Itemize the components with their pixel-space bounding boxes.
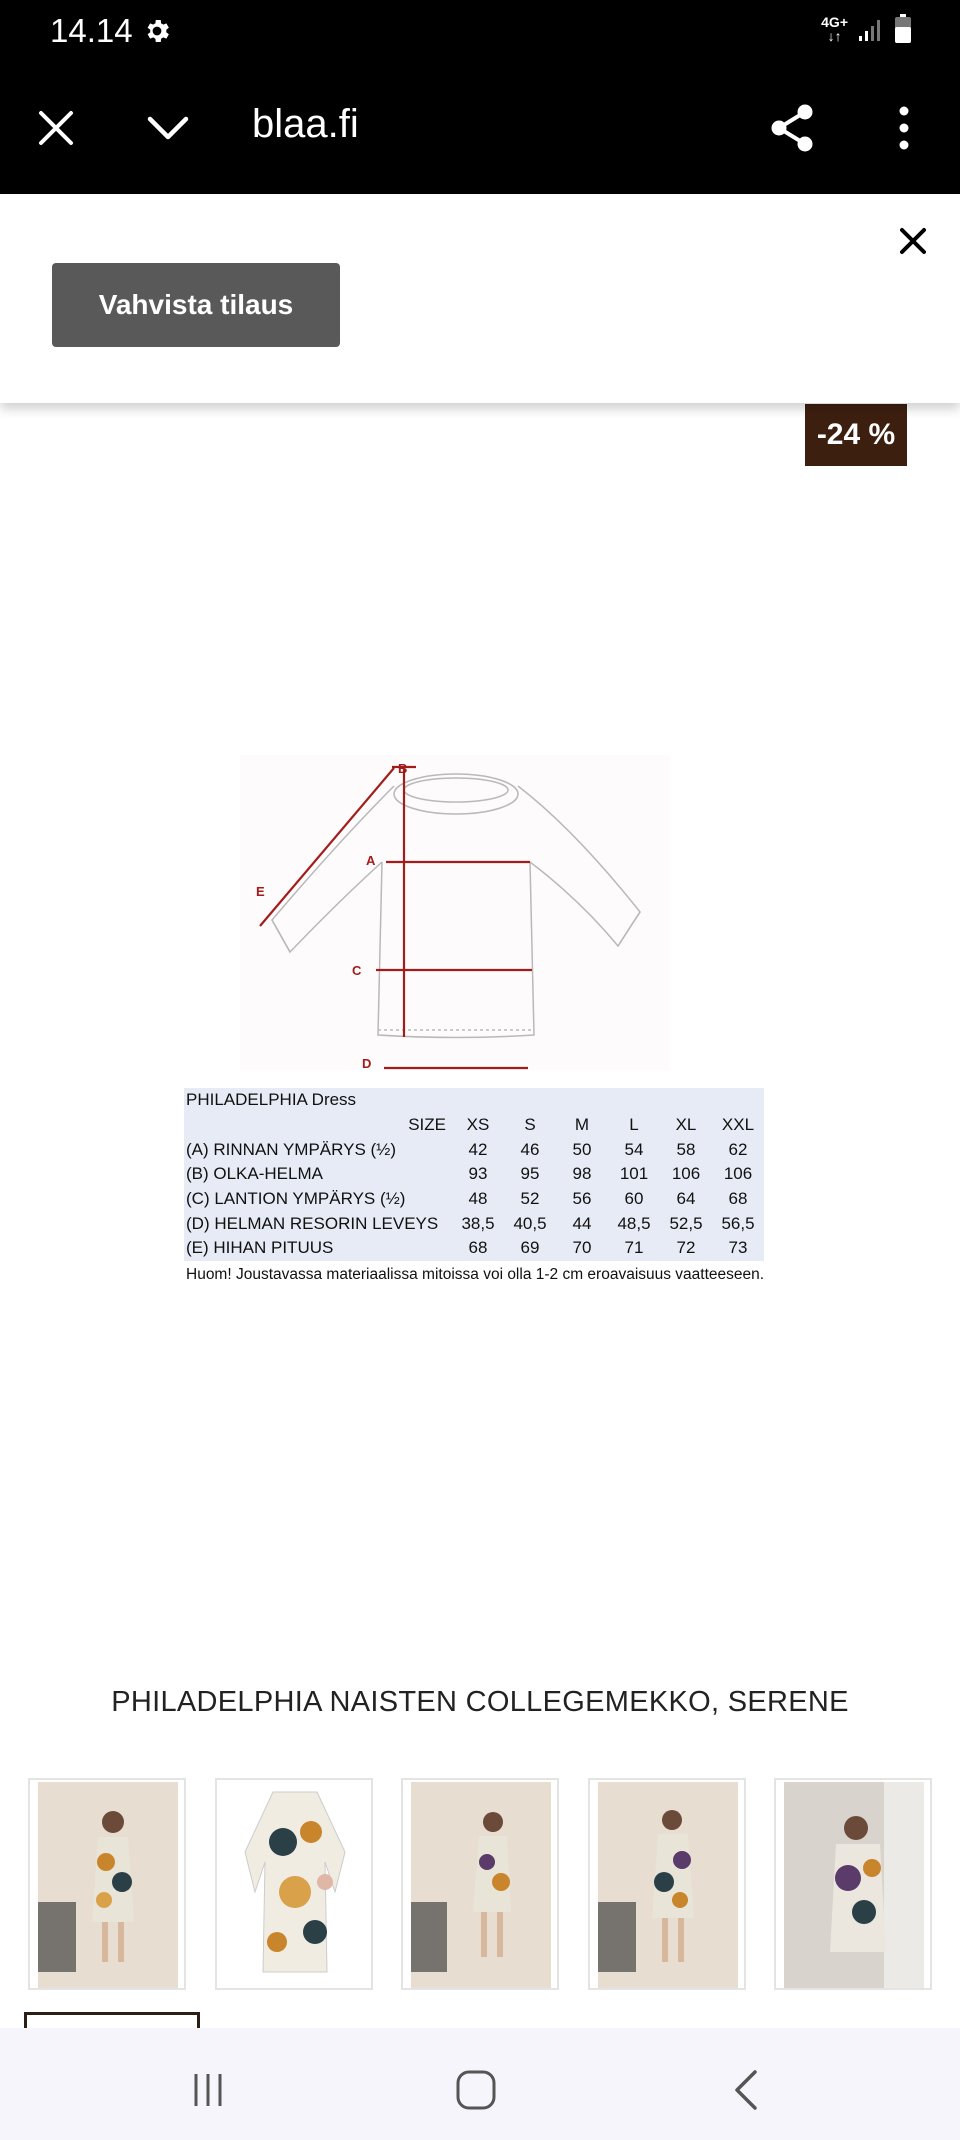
dress-outline [272,774,640,1038]
dress-photo-icon [411,1782,551,1988]
label-e: E [256,884,265,899]
size-col: XXL [721,1115,755,1135]
status-time: 14.14 [50,12,133,49]
size-note: Huom! Joustavassa materiaalissa mitoissa voi olla 1-2 cm eroavaisuus vaatteeseen. [186,1266,765,1283]
cell: 48,5 [617,1213,651,1233]
cell: 48 [468,1189,488,1209]
cell: 93 [468,1164,488,1184]
network-type: 4G+ [821,14,848,30]
label-c: C [352,963,362,978]
cell: 106 [671,1164,701,1184]
table-row [184,1236,764,1261]
size-col: S [524,1115,536,1135]
table-row [184,1187,764,1212]
size-col: L [629,1115,639,1135]
cell: 46 [520,1139,540,1159]
label-b: B [398,761,408,776]
cell: 68 [728,1189,748,1209]
cell: 101 [619,1164,649,1184]
cell: 56,5 [721,1213,755,1233]
thumbnail-strip [28,1778,932,1990]
size-col: XS [466,1115,490,1135]
cell: 68 [468,1238,488,1258]
order-banner [0,195,960,403]
cell: 38,5 [461,1213,495,1233]
dress-photo-icon [598,1782,738,1988]
cell: 60 [624,1189,644,1209]
label-a: A [366,853,376,868]
cell: 50 [572,1139,592,1159]
product-thumbnail-1[interactable] [28,1778,186,1990]
back-button[interactable] [716,2060,776,2120]
home-icon [454,2068,498,2112]
cell: 98 [572,1164,592,1184]
product-thumbnail-5[interactable] [774,1778,932,1990]
size-col: M [574,1115,590,1135]
row-label: (D) HELMAN RESORIN LEVEYS [186,1213,439,1233]
dress-photo-icon [38,1782,178,1988]
label-d: D [362,1056,372,1071]
table-title: PHILADELPHIA Dress [184,1088,764,1113]
table-row [184,1211,764,1236]
cell: 106 [723,1164,753,1184]
row-label: (E) HIHAN PITUUS [186,1238,334,1258]
cell: 42 [468,1139,488,1159]
cell: 72 [676,1238,696,1258]
table-row [184,1137,764,1162]
row-label: (A) RINNAN YMPÄRYS (½) [186,1139,397,1159]
dress-photo-icon [784,1782,924,1988]
system-nav-bar [0,2028,960,2140]
cell: 44 [572,1213,592,1233]
measure-lines [260,767,532,1068]
cell: 54 [624,1139,644,1159]
close-icon [888,216,938,266]
table-row [184,1162,764,1187]
row-label: (B) OLKA-HELMA [186,1164,323,1184]
size-header: SIZE [408,1115,446,1135]
confirm-order-button[interactable]: Vahvista tilaus [52,263,340,347]
cell: 52 [520,1189,540,1209]
cell: 40,5 [513,1213,547,1233]
cell: 62 [728,1139,748,1159]
measure-labels [256,761,407,1071]
cell: 69 [520,1238,540,1258]
recent-apps-icon [188,2070,228,2110]
cell: 70 [572,1238,592,1258]
cell: 56 [572,1189,592,1209]
cell: 71 [624,1238,644,1258]
data-arrows-icon: ↓↑ [827,28,842,44]
product-title: PHILADELPHIA NAISTEN COLLEGEMEKKO, SERENE [111,1686,849,1718]
table-header-row [184,1113,764,1138]
product-thumbnail-4[interactable] [588,1778,746,1990]
product-thumbnail-2[interactable] [215,1778,373,1990]
product-thumbnail-3[interactable] [401,1778,559,1990]
size-table [184,1088,764,1261]
table-title-row [184,1088,764,1113]
recent-apps-button[interactable] [178,2060,238,2120]
row-label: (C) LANTION YMPÄRYS (½) [186,1189,406,1209]
banner-close-button[interactable] [888,216,938,266]
cell: 52,5 [669,1213,703,1233]
cell: 64 [676,1189,696,1209]
back-icon [731,2068,761,2112]
cell: 95 [520,1164,540,1184]
cell: 58 [676,1139,696,1159]
dress-flat-icon [225,1782,365,1988]
discount-badge: -24 % [805,404,907,466]
size-col: XL [675,1115,697,1135]
home-button[interactable] [446,2060,506,2120]
cell: 73 [728,1238,748,1258]
url-text[interactable]: blaa.fi [252,102,359,146]
